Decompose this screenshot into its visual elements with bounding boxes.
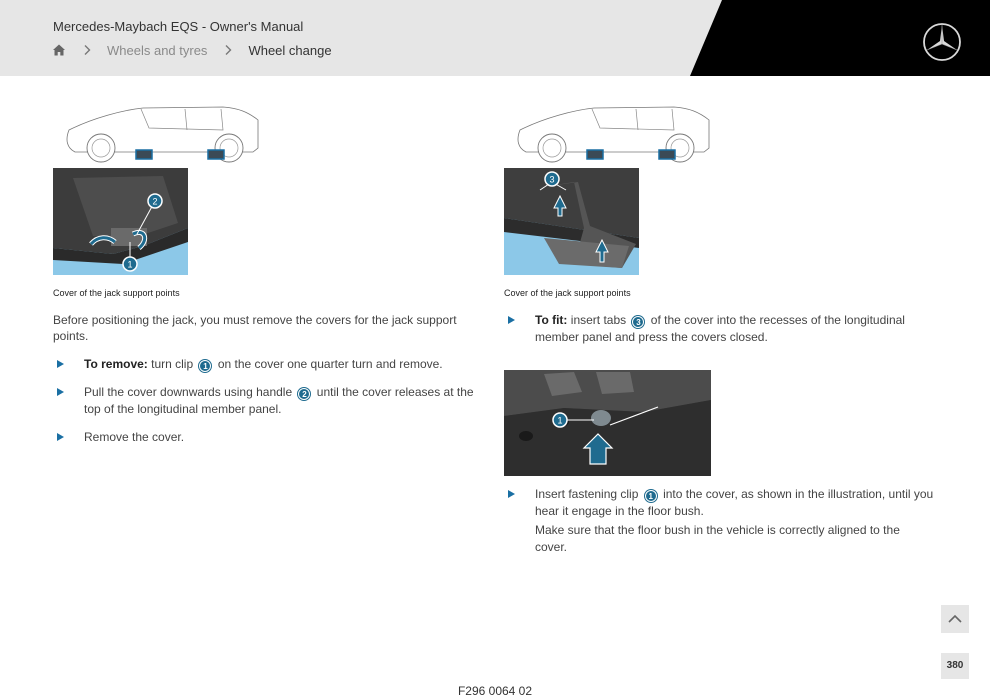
jack-cover-fit-photo bbox=[504, 168, 639, 275]
fastening-clip-photo bbox=[504, 370, 711, 476]
left-column bbox=[53, 100, 483, 446]
bullet-arrow-icon bbox=[508, 316, 515, 324]
step-pull-cover: Pull the cover downwards using handle 2 until the cover releases at the top of the longitudinal member panel. bbox=[53, 384, 483, 418]
breadcrumb-wheels-and-tyres[interactable]: Wheels and tyres bbox=[107, 42, 208, 58]
right-column bbox=[504, 100, 934, 556]
step-remove-clip: To remove: turn clip 1 on the cover one quarter turn and remove. bbox=[53, 356, 483, 373]
page-header bbox=[0, 0, 990, 76]
car-side-illustration bbox=[53, 100, 263, 166]
breadcrumb bbox=[52, 42, 332, 58]
callout-badge: 3 bbox=[632, 316, 644, 328]
home-icon[interactable] bbox=[52, 43, 66, 57]
bullet-arrow-icon bbox=[508, 490, 515, 498]
scroll-to-top-button[interactable] bbox=[941, 605, 969, 633]
step-note: Make sure that the floor bush in the vehicle is correctly aligned to the cover. bbox=[535, 523, 900, 554]
figure-callout: 2 bbox=[152, 196, 158, 207]
bullet-arrow-icon bbox=[57, 433, 64, 441]
figure-callout: 1 bbox=[127, 259, 133, 270]
figure-caption: Cover of the jack support points bbox=[53, 288, 180, 298]
figure-callout: 3 bbox=[549, 174, 555, 185]
jack-cover-remove-photo bbox=[53, 168, 188, 275]
breadcrumb-wheel-change: Wheel change bbox=[248, 42, 332, 58]
manual-title: Mercedes-Maybach EQS - Owner's Manual bbox=[53, 19, 304, 34]
bullet-arrow-icon bbox=[57, 388, 64, 396]
chevron-up-icon bbox=[941, 605, 969, 633]
callout-badge: 2 bbox=[298, 388, 310, 400]
mercedes-star-icon[interactable] bbox=[922, 22, 962, 62]
callout-badge: 1 bbox=[199, 360, 211, 372]
figure-callout: 1 bbox=[557, 415, 563, 426]
callout-badge: 1 bbox=[645, 490, 657, 502]
step-fit-cover: To fit: insert tabs 3 of the cover into the recesses of the longitudinal member panel and press the covers closed. bbox=[504, 312, 934, 346]
document-code: F296 0064 02 bbox=[457, 684, 533, 698]
step-remove-cover: Remove the cover. bbox=[53, 429, 483, 446]
bullet-arrow-icon bbox=[57, 360, 64, 368]
page-number-badge: 380 bbox=[941, 653, 969, 679]
intro-paragraph: Before positioning the jack, you must remove the covers for the jack support points. bbox=[53, 313, 457, 343]
figure-caption: Cover of the jack support points bbox=[504, 288, 631, 298]
step-insert-clip: Insert fastening clip 1 into the cover, as shown in the illustration, until you hear it engage in the floor bush. Make sure that the floor bush in the vehicle is correctly aligned to the cover. bbox=[504, 486, 934, 556]
chevron-right-icon bbox=[223, 44, 233, 56]
car-side-illustration bbox=[504, 100, 714, 166]
chevron-right-icon bbox=[82, 44, 92, 56]
